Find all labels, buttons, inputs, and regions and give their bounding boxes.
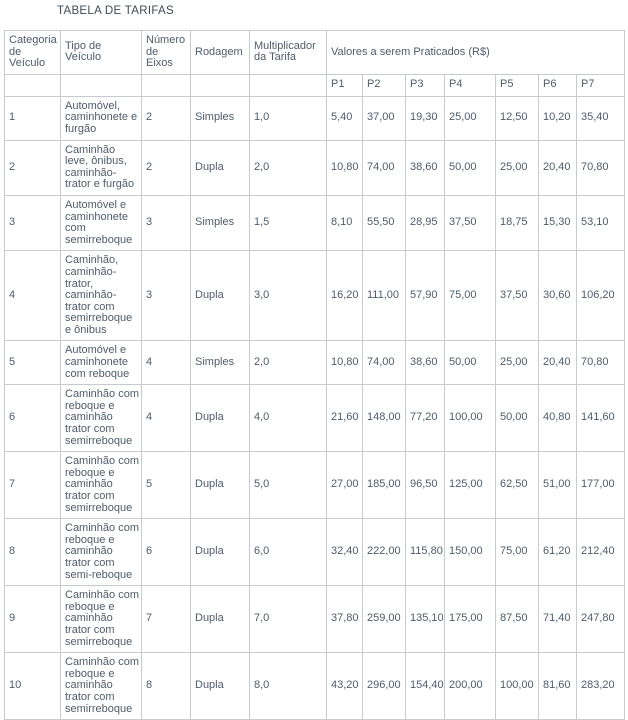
- cell-p3: 38,60: [406, 341, 445, 385]
- cell-multiplier: 7,0: [250, 586, 327, 653]
- cell-p2: 74,00: [363, 140, 406, 195]
- cell-p3: 57,90: [406, 251, 445, 341]
- cell-p4: 100,00: [445, 385, 496, 452]
- cell-rolling: Dupla: [191, 385, 250, 452]
- cell-p6: 81,60: [539, 653, 577, 720]
- cell-p3: 28,95: [406, 195, 445, 250]
- header-p7: P7: [577, 74, 625, 96]
- cell-p5: 25,00: [496, 341, 539, 385]
- cell-p2: 259,00: [363, 586, 406, 653]
- cell-p7: 247,80: [577, 586, 625, 653]
- table-row: [5, 586, 625, 653]
- table-row: [5, 452, 625, 519]
- cell-p4: 25,00: [445, 96, 496, 140]
- cell-p7: 283,20: [577, 653, 625, 720]
- header-p3: P3: [406, 74, 445, 96]
- cell-p2: 185,00: [363, 452, 406, 519]
- cell-axles: 3: [142, 251, 191, 341]
- header-values-group: Valores a serem Praticados (R$): [327, 31, 625, 75]
- cell-rolling: Dupla: [191, 251, 250, 341]
- cell-p2: 74,00: [363, 341, 406, 385]
- table-row: [5, 140, 625, 195]
- header-p2: P2: [363, 74, 406, 96]
- cell-p3: 135,10: [406, 586, 445, 653]
- header-type: Tipo de Veículo: [61, 31, 142, 75]
- cell-p3: 38,60: [406, 140, 445, 195]
- cell-p5: 50,00: [496, 385, 539, 452]
- cell-axles: 3: [142, 195, 191, 250]
- cell-p1: 32,40: [327, 519, 363, 586]
- cell-p4: 150,00: [445, 519, 496, 586]
- cell-p7: 141,60: [577, 385, 625, 452]
- table-row: [5, 385, 625, 452]
- cell-p4: 50,00: [445, 140, 496, 195]
- cell-type: Caminhão com reboque e caminhão trator com semirreboque: [61, 586, 142, 653]
- empty-header-cell: [5, 74, 61, 96]
- cell-p3: 154,40: [406, 653, 445, 720]
- cell-p7: 106,20: [577, 251, 625, 341]
- cell-p3: 96,50: [406, 452, 445, 519]
- cell-multiplier: 3,0: [250, 251, 327, 341]
- table-row: [5, 341, 625, 385]
- cell-rolling: Dupla: [191, 140, 250, 195]
- cell-p1: 8,10: [327, 195, 363, 250]
- cell-rolling: Dupla: [191, 653, 250, 720]
- header-p1: P1: [327, 74, 363, 96]
- table-row: [5, 96, 625, 140]
- table-row: [5, 251, 625, 341]
- cell-rolling: Dupla: [191, 586, 250, 653]
- cell-type: Automóvel e caminhonete com semirreboque: [61, 195, 142, 250]
- cell-category: 4: [5, 251, 61, 341]
- cell-p7: 35,40: [577, 96, 625, 140]
- cell-p5: 37,50: [496, 251, 539, 341]
- cell-category: 7: [5, 452, 61, 519]
- cell-p6: 20,40: [539, 140, 577, 195]
- tariff-table: [4, 30, 625, 720]
- header-category: Categoria de Veículo: [5, 31, 61, 75]
- cell-p3: 115,80: [406, 519, 445, 586]
- cell-axles: 8: [142, 653, 191, 720]
- cell-type: Automóvel e caminhonete com reboque: [61, 341, 142, 385]
- cell-type: Caminhão com reboque e caminhão trator com semirreboque: [61, 452, 142, 519]
- cell-rolling: Dupla: [191, 452, 250, 519]
- cell-p6: 20,40: [539, 341, 577, 385]
- cell-p5: 12,50: [496, 96, 539, 140]
- cell-axles: 7: [142, 586, 191, 653]
- cell-p6: 15,30: [539, 195, 577, 250]
- cell-p6: 51,00: [539, 452, 577, 519]
- cell-p1: 27,00: [327, 452, 363, 519]
- cell-p2: 55,50: [363, 195, 406, 250]
- cell-p2: 37,00: [363, 96, 406, 140]
- header-p6: P6: [539, 74, 577, 96]
- cell-multiplier: 1,0: [250, 96, 327, 140]
- cell-p3: 77,20: [406, 385, 445, 452]
- cell-p3: 19,30: [406, 96, 445, 140]
- cell-rolling: Simples: [191, 195, 250, 250]
- header-p5: P5: [496, 74, 539, 96]
- cell-rolling: Simples: [191, 96, 250, 140]
- cell-multiplier: 2,0: [250, 140, 327, 195]
- header-rolling: Rodagem: [191, 31, 250, 75]
- cell-p1: 21,60: [327, 385, 363, 452]
- table-row: [5, 653, 625, 720]
- cell-multiplier: 8,0: [250, 653, 327, 720]
- cell-p2: 296,00: [363, 653, 406, 720]
- cell-multiplier: 6,0: [250, 519, 327, 586]
- cell-p6: 71,40: [539, 586, 577, 653]
- cell-p5: 18,75: [496, 195, 539, 250]
- cell-type: Caminhão leve, ônibus, caminhão-trator e furgão: [61, 140, 142, 195]
- cell-p1: 43,20: [327, 653, 363, 720]
- cell-p2: 222,00: [363, 519, 406, 586]
- cell-p7: 70,80: [577, 341, 625, 385]
- cell-p6: 10,20: [539, 96, 577, 140]
- cell-p6: 30,60: [539, 251, 577, 341]
- cell-p1: 5,40: [327, 96, 363, 140]
- page-title: TABELA DE TARIFAS: [57, 5, 174, 17]
- cell-category: 3: [5, 195, 61, 250]
- cell-axles: 6: [142, 519, 191, 586]
- cell-axles: 5: [142, 452, 191, 519]
- table-row: [5, 519, 625, 586]
- cell-type: Caminhão com reboque e caminhão trator com semirreboque: [61, 653, 142, 720]
- header-p4: P4: [445, 74, 496, 96]
- cell-p5: 25,00: [496, 140, 539, 195]
- cell-p1: 10,80: [327, 341, 363, 385]
- cell-category: 8: [5, 519, 61, 586]
- header-multiplier: Multiplicador da Tarifa: [250, 31, 327, 75]
- cell-category: 10: [5, 653, 61, 720]
- cell-p7: 177,00: [577, 452, 625, 519]
- cell-p5: 62,50: [496, 452, 539, 519]
- empty-header-cell: [61, 74, 142, 96]
- cell-p4: 50,00: [445, 341, 496, 385]
- cell-p4: 37,50: [445, 195, 496, 250]
- cell-axles: 2: [142, 96, 191, 140]
- cell-type: Caminhão com reboque e caminhão trator com semirreboque: [61, 385, 142, 452]
- cell-axles: 4: [142, 341, 191, 385]
- cell-type: Caminhão com reboque e caminhão trator com semi-reboque: [61, 519, 142, 586]
- cell-axles: 4: [142, 385, 191, 452]
- cell-type: Automóvel, caminhonete e furgão: [61, 96, 142, 140]
- cell-p2: 148,00: [363, 385, 406, 452]
- cell-p7: 53,10: [577, 195, 625, 250]
- cell-p6: 61,20: [539, 519, 577, 586]
- table-row: [5, 195, 625, 250]
- cell-rolling: Dupla: [191, 519, 250, 586]
- cell-type: Caminhão, caminhão-trator, caminhão-trator com semirreboque e ônibus: [61, 251, 142, 341]
- cell-category: 2: [5, 140, 61, 195]
- cell-p2: 111,00: [363, 251, 406, 341]
- cell-p4: 200,00: [445, 653, 496, 720]
- cell-p4: 175,00: [445, 586, 496, 653]
- header-row-sub: [5, 74, 625, 96]
- cell-p5: 100,00: [496, 653, 539, 720]
- header-row-main: [5, 31, 625, 75]
- cell-category: 6: [5, 385, 61, 452]
- cell-p1: 37,80: [327, 586, 363, 653]
- header-axles: Número de Eixos: [142, 31, 191, 75]
- cell-multiplier: 5,0: [250, 452, 327, 519]
- cell-p7: 212,40: [577, 519, 625, 586]
- cell-p4: 75,00: [445, 251, 496, 341]
- cell-category: 9: [5, 586, 61, 653]
- cell-multiplier: 1,5: [250, 195, 327, 250]
- empty-header-cell: [191, 74, 250, 96]
- cell-p1: 10,80: [327, 140, 363, 195]
- cell-category: 1: [5, 96, 61, 140]
- cell-p4: 125,00: [445, 452, 496, 519]
- cell-multiplier: 4,0: [250, 385, 327, 452]
- cell-p6: 40,80: [539, 385, 577, 452]
- empty-header-cell: [250, 74, 327, 96]
- cell-axles: 2: [142, 140, 191, 195]
- cell-multiplier: 2,0: [250, 341, 327, 385]
- cell-p7: 70,80: [577, 140, 625, 195]
- cell-p5: 75,00: [496, 519, 539, 586]
- cell-rolling: Simples: [191, 341, 250, 385]
- cell-p5: 87,50: [496, 586, 539, 653]
- cell-p1: 16,20: [327, 251, 363, 341]
- cell-category: 5: [5, 341, 61, 385]
- empty-header-cell: [142, 74, 191, 96]
